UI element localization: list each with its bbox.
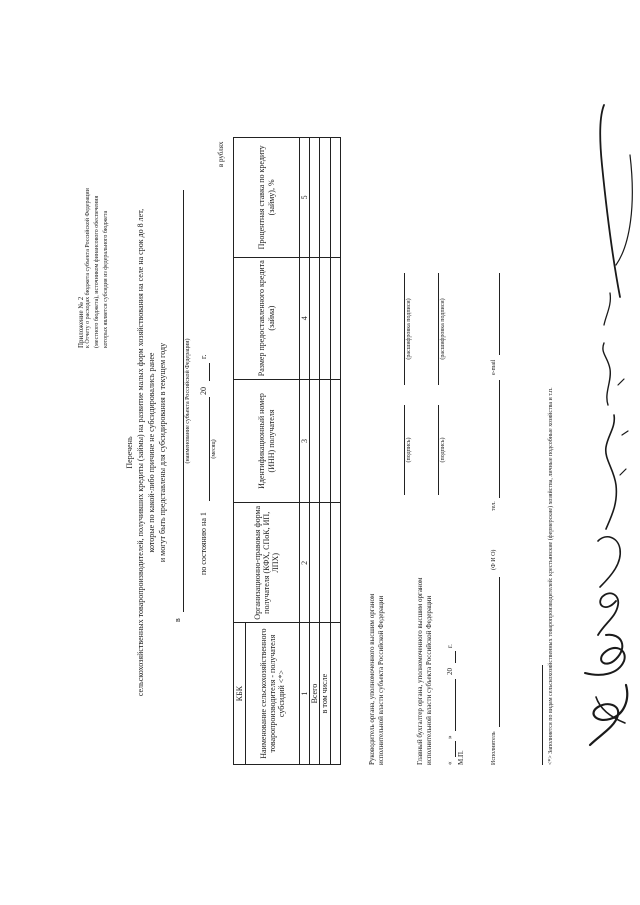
header-producer-name: Наименование сельскохозяйственного товаропроизводителя - получателя субсидий <*>: [246, 623, 300, 765]
header-org-form: Организационно-правовая форма получателя (КФХ, СПоК, ИП, ЛПХ): [234, 503, 300, 623]
year-suffix: г.: [199, 354, 208, 359]
head-signatory-line-2: исполнительной власти субъекта Российской Федерации: [377, 595, 385, 765]
accountant-line-1: Главный бухгалтер органа, уполномоченного высшим органом: [416, 577, 424, 765]
column-number-1: 1: [300, 623, 310, 765]
kbk-label: КБК: [234, 623, 246, 765]
date-g: г.: [446, 644, 454, 648]
column-number-3: 3: [300, 379, 310, 503]
executor-label: Исполнитель: [491, 731, 497, 765]
header-inn: Идентификационный номер (ИНН) получателя: [234, 379, 300, 503]
year-prefix: 20: [199, 387, 208, 395]
fio-caption: (Ф И О): [491, 549, 497, 570]
date-close-quote: »: [446, 735, 454, 739]
appendix-title: Приложение № 2: [77, 296, 85, 348]
heading-line-1: сельскохозяйственных товаропроизводителей, получивших кредиты (займы) на развитие малых форм хозяйствования на селе на срок до 8 лет,: [136, 208, 145, 697]
accountant-signature-caption: (подпись): [440, 437, 446, 463]
currency-note: в рублях: [217, 141, 225, 167]
head-signatory-line-1: Руководитель органа, уполномоченного высшим органом: [368, 593, 376, 765]
header-interest-rate: Процентная ставка по кредиту (займу), %: [234, 138, 300, 258]
appendix-line-2: (местного бюджета), источником финансового обеспечения: [94, 195, 100, 348]
column-number-4: 4: [300, 257, 310, 379]
column-number-2: 2: [300, 503, 310, 623]
total-label: Всего: [310, 623, 320, 765]
email-label: e-mail: [491, 359, 497, 375]
heading-line-3: и могут быть представлены для субсидирования в текущем году: [158, 342, 167, 563]
head-decryption-caption: (расшифровка подписи): [406, 298, 412, 360]
subject-caption: (наименование субъекта Российской Федерации): [185, 338, 191, 464]
head-signature-caption: (подпись): [406, 437, 412, 463]
prefix-v: в: [173, 618, 182, 622]
document-title: Перечень: [125, 436, 134, 469]
appendix-line-3: которых является субсидия из федерального бюджета: [103, 210, 109, 348]
header-credit-size: Размер предоставленного кредита (займа): [234, 257, 300, 379]
stamp-place: М.П.: [457, 750, 465, 765]
accountant-decryption-caption: (расшифровка подписи): [440, 298, 446, 360]
footnote: <*> Заполняется по видам сельскохозяйственных товаропроизводителей: крестьянские (фермерские) хозяйства, личные подсобные хозяйства и т.п.: [548, 387, 554, 765]
date-open-quote: «: [446, 761, 454, 765]
including-label: в том числе: [320, 623, 330, 765]
column-number-5: 5: [300, 138, 310, 258]
heading-line-2: которые по какой-либо причине не субсидировались ранее: [147, 352, 156, 553]
accountant-line-2: исполнительной власти субъекта Российской Федерации: [425, 595, 433, 765]
month-caption: (месяц): [211, 439, 217, 459]
date-year-prefix: 20: [446, 668, 454, 675]
as-of-label: по состоянию на 1: [199, 512, 208, 575]
appendix-line-1: к Отчету о расходах бюджета субъекта Российской Федерации: [85, 188, 91, 348]
tel-label: тел.: [491, 501, 497, 511]
